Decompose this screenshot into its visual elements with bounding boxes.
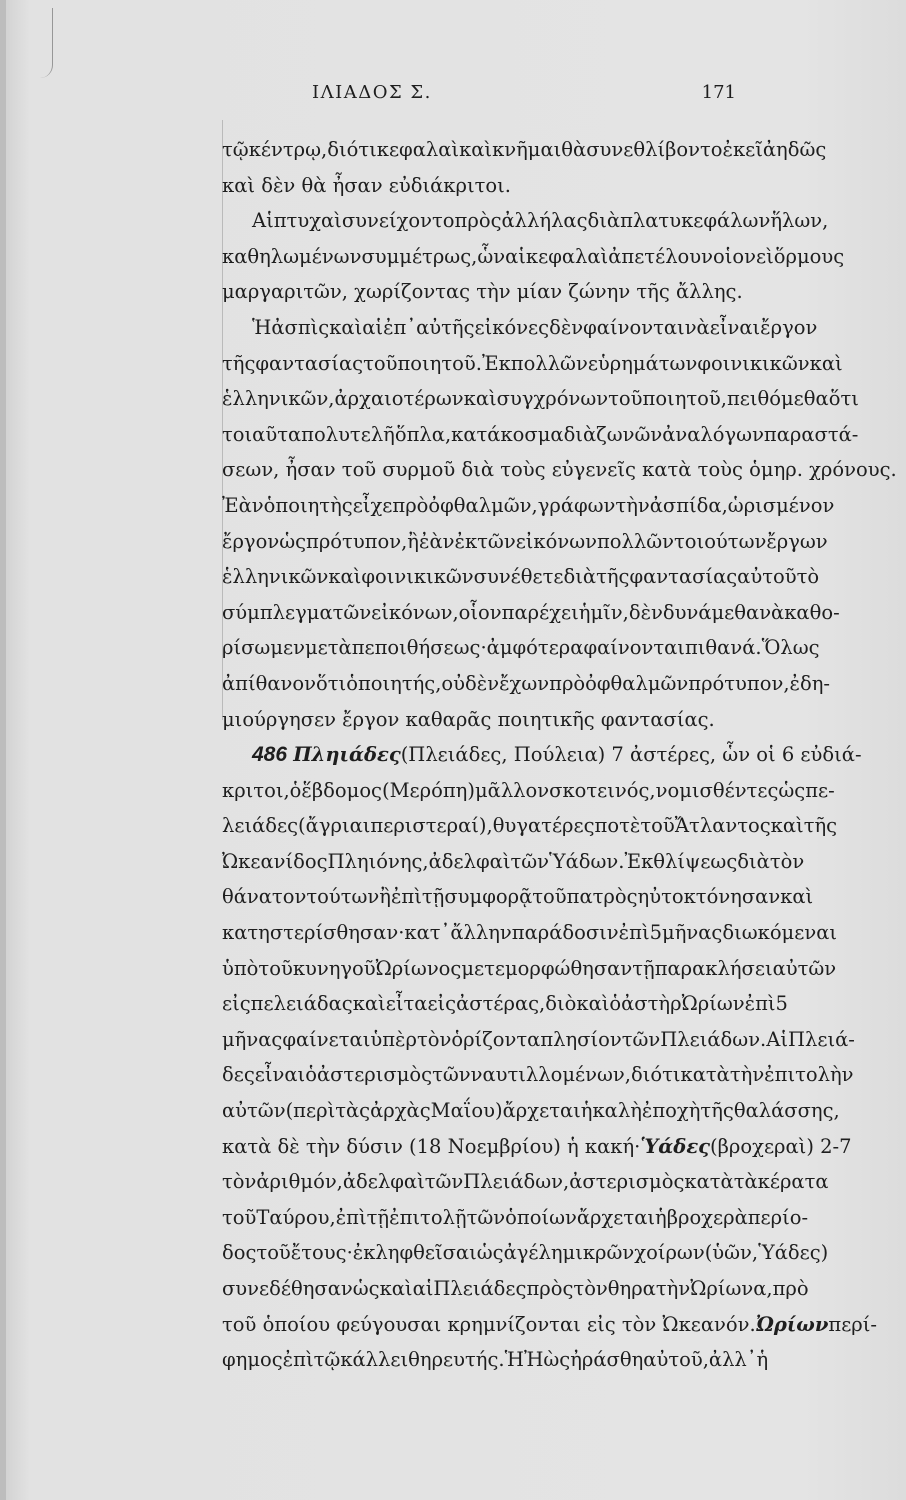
entry-headword: Πληιάδες xyxy=(293,743,401,767)
text-line: θάνατον τούτων ἢ ἐπὶ τῇ συμφορᾷ τοῦ πατρὸς ηὐτοκτόνησαν καὶ xyxy=(222,885,814,909)
text-line: φημος ἐπὶ τῷ κάλλει θηρευτής. Ἡ Ἠὼς ἠράσθη αὐτοῦ, ἀλλ᾽ ἡ xyxy=(222,1348,769,1372)
text-line: ὑπὸ τοῦ κυνηγοῦ Ὠρίωνος μετεμορφώθησαν τῇ παρακλήσει αὐτῶν xyxy=(222,956,837,980)
hyades-after: (βροχεραὶ) 2-7 xyxy=(710,1134,852,1158)
orion-headword: Ὠρίων xyxy=(755,1312,829,1336)
text-line: Ὠκεανίδος Πληιόνης, ἀδελφαὶ τῶν Ὑάδων. Ἐκ θλίψεως διὰ τὸν xyxy=(222,849,805,873)
page-edge-shadow xyxy=(0,0,6,1500)
text-line: Αἱ πτυχαὶ συνείχοντο πρὸς ἀλλήλας διὰ πλατυκεφάλων ἥλων, xyxy=(252,209,829,233)
text-line: λειάδες (ἄγριαι περιστεραί), θυγατέρες ποτὲ τοῦ Ἄτλαντος καὶ τῆς xyxy=(222,814,838,838)
text-line: Ἐὰν ὁ ποιητὴς εἶχε πρὸ ὀφθαλμῶν, γράφων τὴν ἀσπίδα, ὡρισμένον xyxy=(222,493,835,517)
text-line: σεων, ἦσαν τοῦ συρμοῦ διὰ τοὺς εὐγενεῖς κατὰ τοὺς ὁμηρ. χρόνους. xyxy=(222,458,897,482)
orion-before: τοῦ ὁποίου φεύγουσαι κρημνίζονται εἰς τὸν Ὠκεανόν. xyxy=(222,1312,756,1336)
hyades-headword: Ὑάδες xyxy=(640,1134,711,1158)
orion-after: περί- xyxy=(828,1312,877,1336)
entry-number: 486 xyxy=(252,743,288,767)
text-line: δες εἶναι ὁ ἀστερισμὸς τῶν ναυτιλλομένων, διότι κατὰ τὴν ἐπιτολὴν xyxy=(222,1063,854,1087)
text-line: ἀπίθανον ὅτι ὁ ποιητής, οὐδὲν ἔχων πρὸ ὀφθαλμῶν πρότυπον, ἐδη- xyxy=(222,671,831,695)
text-line: καθηλωμένων συμμέτρως, ὧν αἱ κεφαλαὶ ἀπετέλουν οἱονεὶ ὅρμους xyxy=(222,244,845,268)
orion-line xyxy=(222,1307,877,1343)
page-number: 171 xyxy=(701,82,736,103)
entry-heading xyxy=(252,737,401,773)
text-line: μιούργησεν ἔργον καθαρᾶς ποιητικῆς φαντασίας. xyxy=(222,707,715,731)
pencil-mark xyxy=(40,8,53,78)
text-line: δος τοῦ ἔτους· ἐκληφθεῖσαι ὡς ἀγέλη μικρῶν χοίρων (ὑῶν, Ὑάδες) xyxy=(222,1241,829,1265)
text-line: Ἡ ἀσπὶς καὶ αἱ ἐπ᾽ αὐτῆς εἰκόνες δὲν φαίνονται νὰ εἶναι ἔργον xyxy=(252,315,818,339)
text-line: μαργαριτῶν, χωρίζοντας τὴν μίαν ζώνην τῆς ἄλλης. xyxy=(222,280,743,304)
body-text xyxy=(222,132,897,1378)
text-line: ἑλληνικῶν καὶ φοινικικῶν συνέθετε διὰ τῆς φαντασίας αὐτοῦ τὸ xyxy=(222,565,820,589)
text-line: τῆς φαντασίας τοῦ ποιητοῦ. Ἐκ πολλῶν εὑρημάτων φοινικικῶν καὶ xyxy=(222,351,843,375)
hyades-before: κατὰ δὲ τὴν δύσιν (18 Νοεμβρίου) ἡ κακή· xyxy=(222,1134,641,1158)
text-line: εἰς πελειάδας καὶ εἶτα εἰς ἀστέρας, διὸ καὶ ὁ ἀστὴρ Ὠρίων ἐπὶ 5 xyxy=(222,992,788,1016)
text-line: τὸν ἀριθμόν, ἀδελφαὶ τῶν Πλειάδων, ἀστερισμὸς κατὰ τὰ κέρατα xyxy=(222,1170,829,1194)
hyades-line xyxy=(222,1129,852,1165)
entry-first-line xyxy=(222,737,862,773)
text-line: μῆνας φαίνεται ὑπὲρ τὸν ὁρίζοντα πλησίον τῶν Πλειάδων. Αἱ Πλειά- xyxy=(222,1027,855,1051)
text-line: κριτοι, ὁ ἕβδομος (Μερόπη) μᾶλλον σκοτεινός, νομισθέντες ὡς πε- xyxy=(222,778,835,802)
running-title: ΙΛΙΑΔΟΣ Σ. xyxy=(312,82,432,103)
text-line: συνεδέθησαν ὡς καὶ αἱ Πλειάδες πρὸς τὸν θηρατὴν Ὠρίωνα, πρὸ xyxy=(222,1277,809,1300)
text-line: σύμπλεγμα τῶν εἰκόνων, οἷον παρέχει ἡμῖν, δὲν δυνάμεθα νὰ καθο- xyxy=(222,600,840,624)
text-line: ρίσωμεν μετὰ πεποιθήσεως· ἀμφότερα φαίνονται πιθανά. Ὅλως xyxy=(222,636,820,660)
text-line: τοιαῦτα πολυτελῆ ὅπλα, κατάκοσμα διὰ ζωνῶν ἀναλόγων παραστά- xyxy=(222,422,859,446)
text-line: καὶ δὲν θὰ ἦσαν εὐδιάκριτοι. xyxy=(222,173,511,197)
text-line: ἔργον ὡς πρότυπον, ἢ ἐὰν ἐκ τῶν εἰκόνων πολλῶν τοιούτων ἔργων xyxy=(222,529,828,553)
text-line: τοῦ Ταύρου, ἐπὶ τῇ ἐπιτολῇ τῶν ὁποίων ἄρχεται ἡ βροχερὰ περίο- xyxy=(222,1205,809,1229)
text-line: αὐτῶν (περὶ τὰς ἀρχὰς Μαΐου) ἄρχεται ἡ καλὴ ἐποχὴ τῆς θαλάσσης, xyxy=(222,1099,840,1123)
text-line: τῷ κέντρῳ, διότι κεφαλαὶ καὶ κνῆμαι θὰ συνεθλίβοντο ἐκεῖ ἀηδῶς xyxy=(222,138,827,161)
text-line: ἑλληνικῶν, ἀρχαιοτέρων καὶ συγχρόνων τοῦ ποιητοῦ, πειθόμεθα ὅτι xyxy=(222,387,859,411)
entry-first-line-rest: (Πλειάδες, Πούλεια) 7 ἀστέρες, ὧν οἱ 6 εὐδιά- xyxy=(400,743,862,767)
text-line: κατηστερίσθησαν· κατ᾽ ἄλλην παράδοσιν ἐπὶ 5 μῆνας διωκόμεναι xyxy=(222,921,838,945)
